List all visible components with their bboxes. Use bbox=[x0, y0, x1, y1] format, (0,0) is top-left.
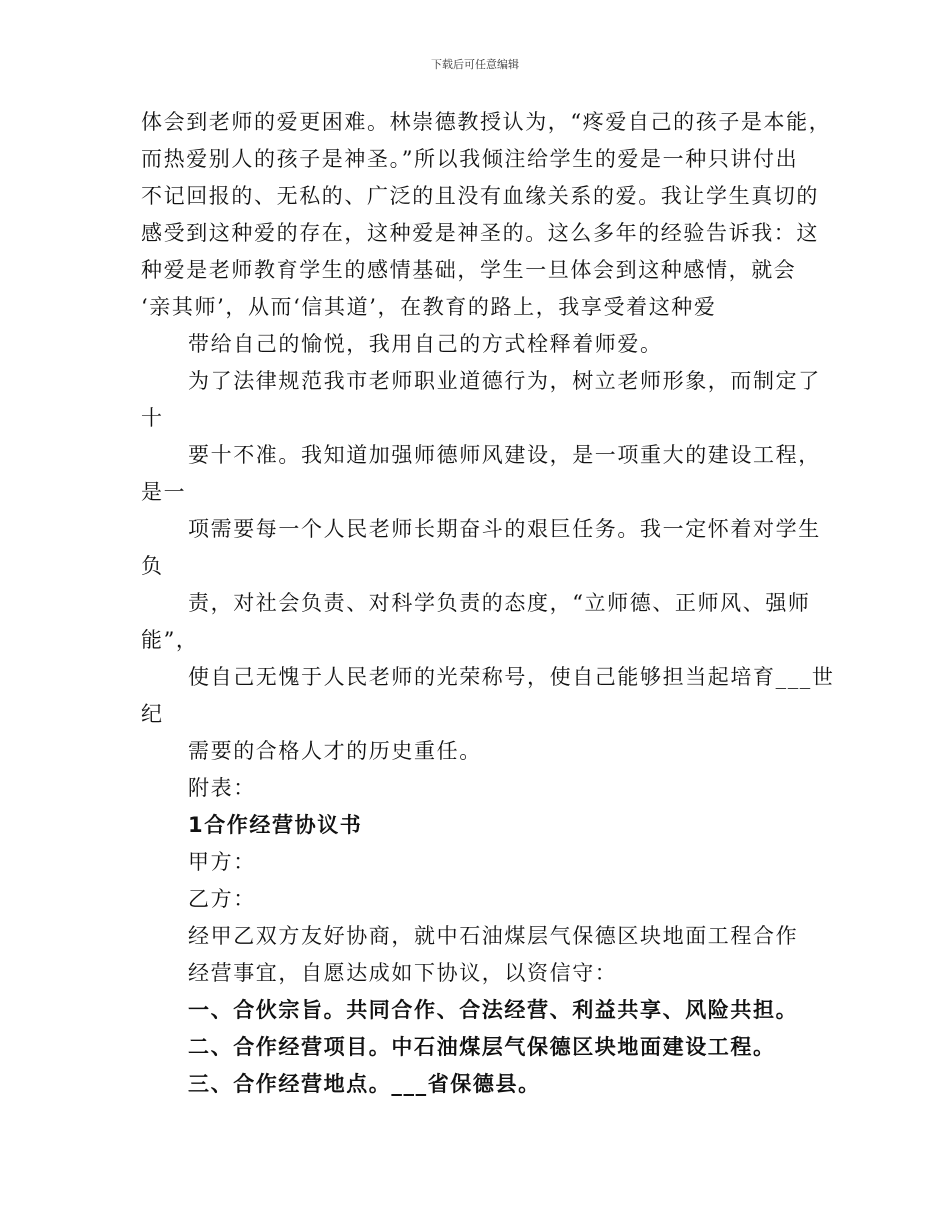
text-line: 而热爱别人的孩子是神圣。”所以我倾注给学生的爱是一种只讲付出 bbox=[141, 147, 799, 171]
agreement-clause: 三、合作经营地点。___省保德县。 bbox=[188, 1072, 541, 1096]
party-b-label: 乙方： bbox=[188, 887, 256, 911]
text-line: 种爱是老师教育学生的感情基础，学生一旦体会到这种感情，就会 bbox=[141, 258, 797, 282]
agreement-clause: 一、合伙宗旨。共同合作、合法经营、利益共享、风险共担。 bbox=[188, 998, 799, 1022]
text-line: 能”， bbox=[141, 628, 199, 652]
document-body bbox=[141, 104, 841, 1103]
text-line: 负 bbox=[141, 554, 164, 578]
text-line: 纪 bbox=[141, 702, 164, 726]
text-line: 带给自己的愉悦，我用自己的方式栓释着师爱。 bbox=[188, 332, 663, 356]
text-line: 是一 bbox=[141, 480, 187, 504]
text-line: 项需要每一个人民老师长期奋斗的艰巨任务。我一定怀着对学生 bbox=[188, 517, 821, 541]
text-line: 使自己无愧于人民老师的光荣称号，使自己能够担当起培育___世 bbox=[188, 665, 835, 689]
text-line: 体会到老师的爱更困难。林崇德教授认为，“疼爱自己的孩子是本能， bbox=[141, 110, 832, 134]
text-line: ‘亲其师’，从而‘信其道’，在教育的路上，我享受着这种爱 bbox=[141, 295, 717, 319]
text-line: 责，对社会负责、对科学负责的态度，“立师德、正师风、强师 bbox=[188, 591, 811, 615]
text-line: 十 bbox=[141, 406, 164, 430]
agreement-intro: 经营事宜，自愿达成如下协议，以资信守： bbox=[188, 961, 618, 985]
agreement-intro: 经甲乙双方友好协商，就中石油煤层气保德区块地面工程合作 bbox=[188, 924, 799, 948]
text-line: 感受到这种爱的存在，这种爱是神圣的。这么多年的经验告诉我：这 bbox=[141, 221, 819, 245]
page-header: 下载后可任意编辑 bbox=[431, 58, 519, 71]
party-a-label: 甲方： bbox=[188, 850, 256, 874]
text-line: 需要的合格人才的历史重任。 bbox=[188, 739, 482, 763]
text-line: 为了法律规范我市老师职业道德行为，树立老师形象，而制定了 bbox=[188, 369, 821, 393]
text-line: 不记回报的、无私的、广泛的且没有血缘关系的爱。我让学生真切的 bbox=[141, 184, 819, 208]
text-line: 要十不准。我知道加强师德师风建设，是一项重大的建设工程， bbox=[188, 443, 821, 467]
appendix-label: 附表： bbox=[188, 776, 256, 800]
agreement-clause: 二、合作经营项目。中石油煤层气保德区块地面建设工程。 bbox=[188, 1035, 776, 1059]
agreement-title: 1合作经营协议书 bbox=[188, 813, 363, 837]
